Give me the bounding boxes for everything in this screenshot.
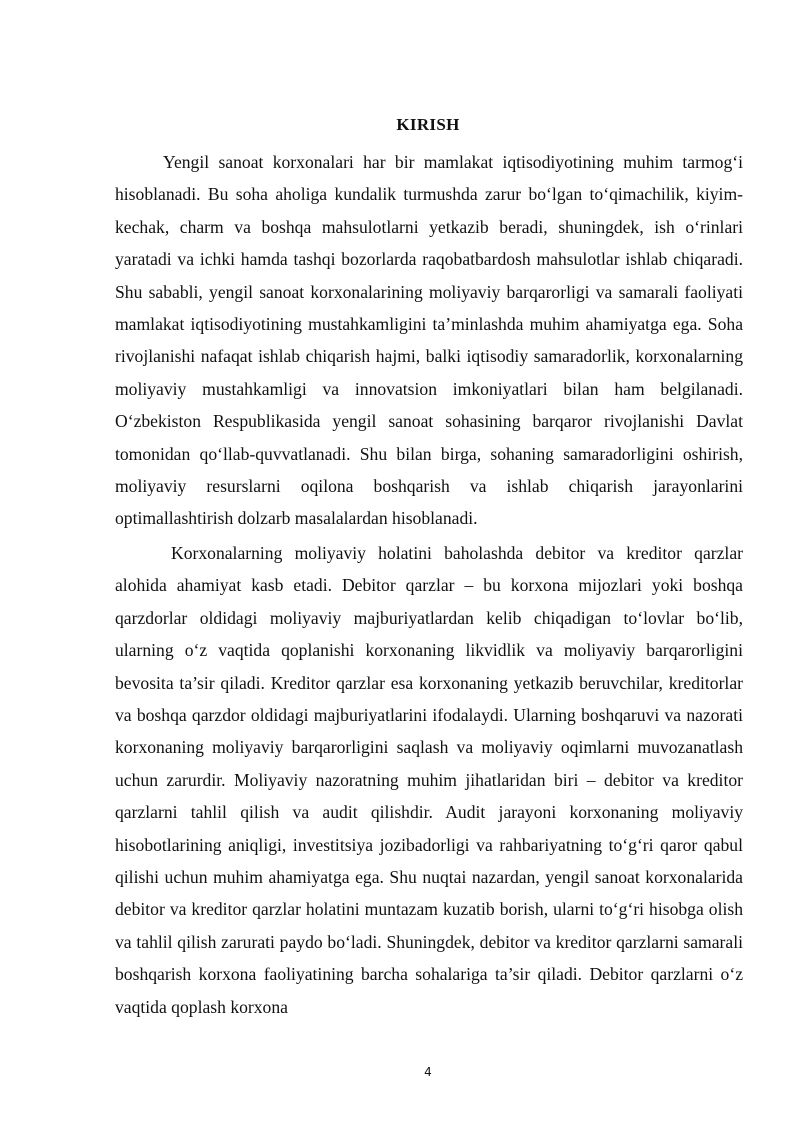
paragraph-debts: Korxonalarning moliyaviy holatini baholashda debitor va kreditor qarzlar alohida ahamiyat kasb etadi. Debitor qarzlar – bu korxona mijozlari yoki boshqa qarzdorlar oldidagi moliyaviy majburiyatlardan kelib chiqadigan to‘lovlar bo‘lib, ularning o‘z vaqtida qoplanishi korxonaning likvidlik va moliyaviy barqarorligini bevosita ta’sir qiladi. Kreditor qarzlar esa korxonaning yetkazib beruvchilar, kreditorlar va boshqa qarzdor oldidagi majburiyatlarini ifodalaydi. Ularning boshqaruvi va nazorati korxonaning moliyaviy barqarorligini saqlash va moliyaviy oqimlarni muvozanatlash uchun zarurdir. Moliyaviy nazoratning muhim jihatlaridan biri – debitor va kreditor qarzlarni tahlil qilish va audit qilishdir. Audit jarayoni korxonaning moliyaviy hisobotlarining aniqligi, investitsiya jozibadorligi va rahbariyatning to‘g‘ri qaror qabul qilishi uchun muhim ahamiyatga ega. Shu nuqtai nazardan, yengil sanoat korxonalarida debitor va kreditor qarzlar holatini muntazam kuzatib borish, ularni to‘g‘ri hisobga olish va tahlil qilish zarurati paydo bo‘ladi. Shuningdek, debitor va kreditor qarzlarni samarali boshqarish korxona faoliyatining barcha sohalariga ta’sir qiladi. Debitor qarzlarni o‘z vaqtida qoplash korxona (115, 542, 743, 1017)
section-heading: KIRISH (396, 115, 460, 134)
paragraph-intro: Yengil sanoat korxonalari har bir mamlakat iqtisodiyotining muhim tarmog‘i hisoblanadi. Bu soha aholiga kundalik turmushda zarur bo‘lgan to‘qimachilik, kiyim-kechak, charm va boshqa mahsulotlarni yetkazib beradi, shuningdek, ish o‘rinlari yaratadi va ichki hamda tashqi bozorlarda raqobatbardosh mahsulotlar ishlab chiqaradi. Shu sababli, yengil sanoat korxonalarining moliyaviy barqarorligi va samarali faoliyati mamlakat iqtisodiyotining mustahkamligini ta’minlashda muhim ahamiyatga ega. Soha rivojlanishi nafaqat ishlab chiqarish hajmi, balki iqtisodiy samaradorlik, korxonalarning moliyaviy mustahkamligi va innovatsion imkoniyatlari bilan ham belgilanadi. O‘zbekiston Respublikasida yengil sanoat sohasining barqaror rivojlanishi Davlat tomonidan qo‘llab-quvvatlanadi. Shu bilan birga, sohaning samaradorligini oshirish, moliyaviy resurslarni oqilona boshqarish va ishlab chiqarish jarayonlarini optimallashtirish dolzarb masalalardan hisoblanadi. (115, 152, 743, 529)
body-text (115, 146, 743, 1023)
page-number: 4 (424, 1065, 432, 1079)
